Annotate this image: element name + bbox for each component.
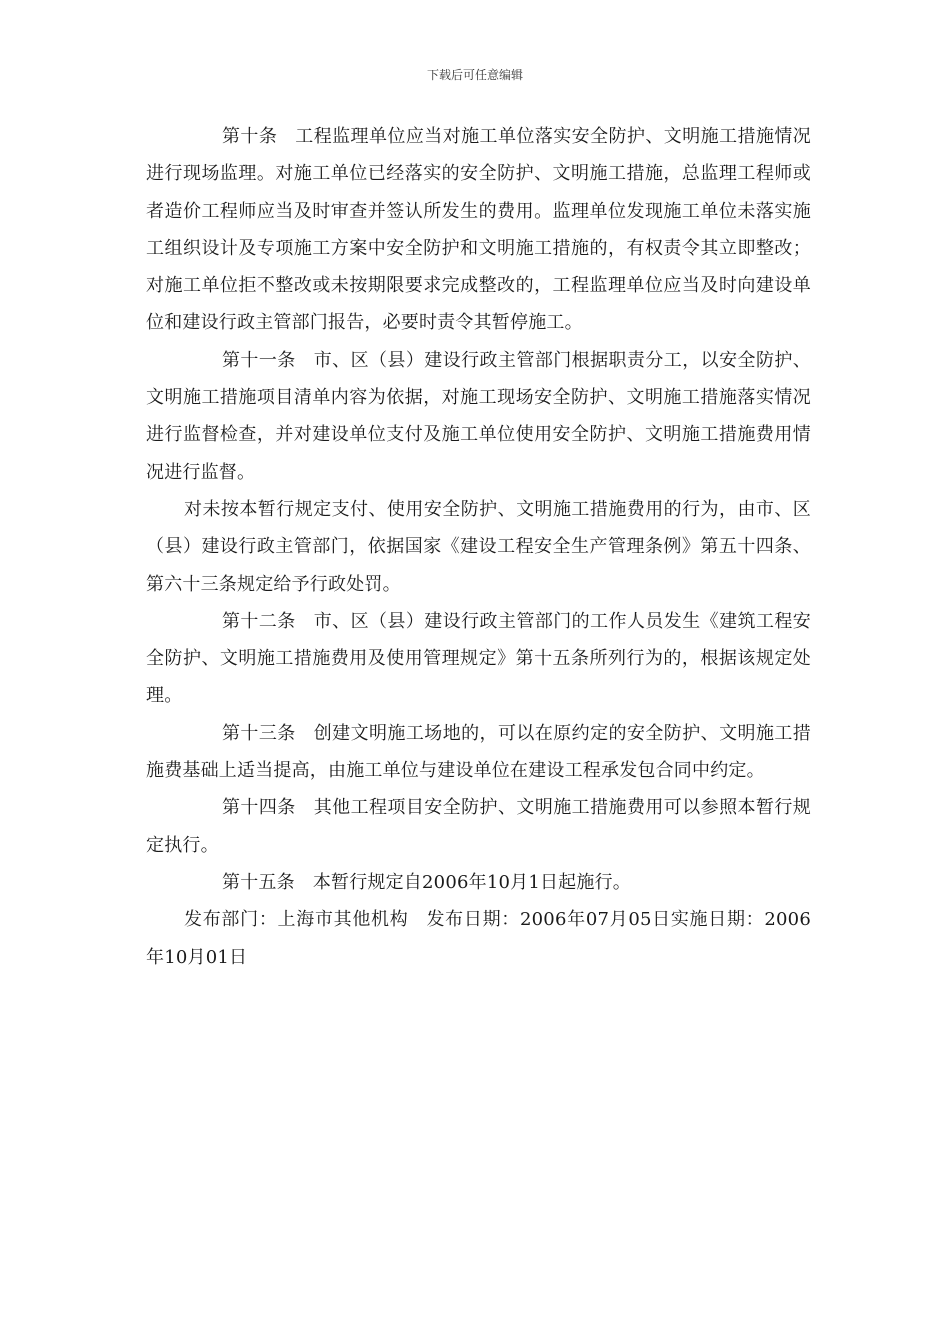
article-text: 市、区（县）建设行政主管部门的工作人员发生《建筑工程安全防护、文明施工措施费用及使用管理规定》第十五条所列行为的，根据该规定处理。: [146, 610, 811, 707]
article-text: 对未按本暂行规定支付、使用安全防护、文明施工措施费用的行为，由市、区（县）建设行政主管部门，依据国家《建设工程安全生产管理条例》第五十四条、第六十三条规定给予行政处罚。: [146, 498, 811, 595]
article-text: 其他工程项目安全防护、文明施工措施费用可以参照本暂行规定执行。: [146, 797, 811, 856]
article-text: 本暂行规定自2006年10月1日起施行。: [312, 871, 631, 893]
document-body: [146, 118, 811, 976]
article-11: [146, 342, 811, 491]
article-text: 创建文明施工场地的，可以在原约定的安全防护、文明施工措施费基础上适当提高，由施工单位与建设单位在建设工程承发包合同中约定。: [146, 722, 811, 782]
publisher: 发布部门：上海市其他机构: [184, 909, 409, 931]
article-text: 工程监理单位应当对施工单位落实安全防护、文明施工措施情况进行现场监理。对施工单位已经落实的安全防护、文明施工措施，总监理工程师或者造价工程师应当及时审查并签认所发生的费用。监理单位发现施工单位未落实施工组织设计及专项施工方案中安全防护和文明施工措施的，有权责令其立即整改；对施工单位拒不整改或未按期限要求完成整改的，工程监理单位应当及时向建设单位和建设行政主管部门报告，必要时责令其暂停施工。: [146, 126, 811, 334]
article-heading: 第十二条: [222, 610, 296, 632]
article-13: [146, 715, 811, 790]
article-12: [146, 603, 811, 715]
article-heading: 第十一条: [222, 349, 296, 371]
publication-dates: 发布日期：2006年07月05日实施日期：2006年10月01日: [146, 909, 811, 968]
article-heading: 第十四条: [222, 797, 296, 819]
article-heading: 第十条: [222, 126, 278, 147]
article-heading: 第十五条: [222, 871, 295, 893]
article-14: [146, 789, 811, 864]
article-heading: 第十三条: [222, 722, 296, 744]
article-15: [146, 864, 811, 901]
article-10: [146, 118, 811, 342]
article-text: 市、区（县）建设行政主管部门根据职责分工，以安全防护、文明施工措施项目清单内容为依据，对施工现场安全防护、文明施工措施落实情况进行监督检查，并对建设单位支付及施工单位使用安全防护、文明施工措施费用情况进行监督。: [146, 349, 811, 483]
article-11-clause: [146, 491, 811, 603]
publication-info: [146, 901, 811, 976]
page-header: 下载后可任意编辑: [426, 68, 523, 82]
